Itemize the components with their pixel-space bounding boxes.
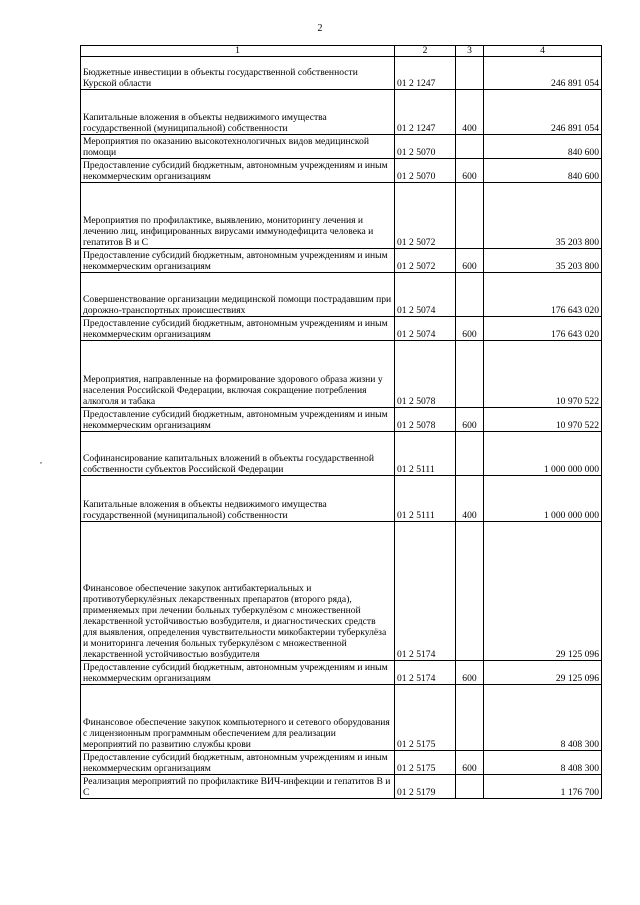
- expense-type-cell: [456, 522, 484, 661]
- table-row: [81, 522, 602, 661]
- table-row: [81, 249, 602, 273]
- amount-cell: 8 408 300: [484, 751, 602, 775]
- code-cell: 01 2 5111: [395, 432, 456, 476]
- name-cell: Мероприятия по оказанию высокотехнологичных видов медицинской помощи: [81, 135, 395, 159]
- name-cell: Предоставление субсидий бюджетным, автономным учреждениям и иным некоммерческим организациям: [81, 751, 395, 775]
- code-cell: 01 2 5072: [395, 183, 456, 249]
- code-cell: 01 2 5179: [395, 775, 456, 799]
- code-cell: 01 2 5078: [395, 408, 456, 432]
- amount-cell: 840 600: [484, 135, 602, 159]
- amount-cell: 29 125 096: [484, 522, 602, 661]
- table-body: [81, 57, 602, 799]
- header-cell-2: 2: [395, 46, 456, 57]
- amount-cell: 246 891 054: [484, 90, 602, 135]
- code-cell: 01 2 5078: [395, 341, 456, 408]
- expense-type-cell: 600: [456, 661, 484, 685]
- name-cell: Предоставление субсидий бюджетным, автономным учреждениям и иным некоммерческим организациям: [81, 159, 395, 183]
- table-row: [81, 432, 602, 476]
- budget-table: [80, 45, 602, 799]
- header-row: [81, 46, 602, 57]
- expense-type-cell: [456, 775, 484, 799]
- expense-type-cell: [456, 57, 484, 90]
- code-cell: 01 2 5111: [395, 476, 456, 522]
- amount-cell: 246 891 054: [484, 57, 602, 90]
- page-number: 2: [317, 23, 323, 34]
- code-cell: 01 2 5174: [395, 661, 456, 685]
- amount-cell: 10 970 522: [484, 408, 602, 432]
- expense-type-cell: 600: [456, 249, 484, 273]
- amount-cell: 1 000 000 000: [484, 432, 602, 476]
- code-cell: 01 2 5070: [395, 135, 456, 159]
- name-cell: Мероприятия, направленные на формирование здорового образа жизни у населения Российской Федерации, включая сокращение потребления алкоголя и табака: [81, 341, 395, 408]
- amount-cell: 35 203 800: [484, 183, 602, 249]
- name-cell: Предоставление субсидий бюджетным, автономным учреждениям и иным некоммерческим организациям: [81, 317, 395, 341]
- name-cell: Софинансирование капитальных вложений в объекты государственной собственности субъектов Российской Федерации: [81, 432, 395, 476]
- margin-mark: ,: [40, 456, 42, 465]
- table-row: [81, 159, 602, 183]
- expense-type-cell: [456, 135, 484, 159]
- code-cell: 01 2 1247: [395, 57, 456, 90]
- expense-type-cell: [456, 183, 484, 249]
- table-row: [81, 57, 602, 90]
- name-cell: Финансовое обеспечение закупок антибактериальных и противотуберкулёзных лекарственных препаратов (второго ряда), применяемых при лечении больных туберкулёзом с множественной лекарственной устойчивостью возбудителя, и диагностических средств для выявления, определения чувствительности микобактерии туберкулёза и мониторинга лечения больных туберкулёзом с множественной лекарственной устойчивостью возбудителя: [81, 522, 395, 661]
- code-cell: 01 2 5175: [395, 685, 456, 751]
- header-cell-3: 3: [456, 46, 484, 57]
- code-cell: 01 2 5070: [395, 159, 456, 183]
- table-row: [81, 476, 602, 522]
- header-cell-4: 4: [484, 46, 602, 57]
- expense-type-cell: 400: [456, 90, 484, 135]
- table-row: [81, 183, 602, 249]
- table-row: [81, 661, 602, 685]
- table-row: [81, 408, 602, 432]
- code-cell: 01 2 5175: [395, 751, 456, 775]
- name-cell: Бюджетные инвестиции в объекты государственной собственности Курской области: [81, 57, 395, 90]
- amount-cell: 29 125 096: [484, 661, 602, 685]
- expense-type-cell: [456, 685, 484, 751]
- expense-type-cell: [456, 341, 484, 408]
- name-cell: Предоставление субсидий бюджетным, автономным учреждениям и иным некоммерческим организациям: [81, 249, 395, 273]
- table-row: [81, 317, 602, 341]
- code-cell: 01 2 1247: [395, 90, 456, 135]
- amount-cell: 176 643 020: [484, 317, 602, 341]
- name-cell: Капитальные вложения в объекты недвижимого имущества государственной (муниципальной) собственности: [81, 476, 395, 522]
- code-cell: 01 2 5074: [395, 317, 456, 341]
- name-cell: Финансовое обеспечение закупок компьютерного и сетевого оборудования с лицензионным программным обеспечением для реализации мероприятий по развитию службы крови: [81, 685, 395, 751]
- name-cell: Мероприятия по профилактике, выявлению, мониторингу лечения и лечению лиц, инфицированных вирусами иммунодефицита человека и гепатитов В и С: [81, 183, 395, 249]
- table-row: [81, 341, 602, 408]
- code-cell: 01 2 5072: [395, 249, 456, 273]
- amount-cell: 10 970 522: [484, 341, 602, 408]
- amount-cell: 35 203 800: [484, 249, 602, 273]
- expense-type-cell: [456, 273, 484, 317]
- name-cell: Реализация мероприятий по профилактике ВИЧ-инфекции и гепатитов В и С: [81, 775, 395, 799]
- name-cell: Предоставление субсидий бюджетным, автономным учреждениям и иным некоммерческим организациям: [81, 408, 395, 432]
- name-cell: Предоставление субсидий бюджетным, автономным учреждениям и иным некоммерческим организациям: [81, 661, 395, 685]
- amount-cell: 1 000 000 000: [484, 476, 602, 522]
- expense-type-cell: [456, 432, 484, 476]
- expense-type-cell: 400: [456, 476, 484, 522]
- table-row: [81, 751, 602, 775]
- table-row: [81, 775, 602, 799]
- amount-cell: 176 643 020: [484, 273, 602, 317]
- amount-cell: 840 600: [484, 159, 602, 183]
- name-cell: Совершенствование организации медицинской помощи пострадавшим при дорожно-транспортных происшествиях: [81, 273, 395, 317]
- expense-type-cell: 600: [456, 408, 484, 432]
- header-cell-1: 1: [81, 46, 395, 57]
- table-row: [81, 90, 602, 135]
- table-row: [81, 135, 602, 159]
- table-row: [81, 273, 602, 317]
- code-cell: 01 2 5174: [395, 522, 456, 661]
- expense-type-cell: 600: [456, 159, 484, 183]
- expense-type-cell: 600: [456, 751, 484, 775]
- code-cell: 01 2 5074: [395, 273, 456, 317]
- table-row: [81, 685, 602, 751]
- name-cell: Капитальные вложения в объекты недвижимого имущества государственной (муниципальной) собственности: [81, 90, 395, 135]
- amount-cell: 1 176 700: [484, 775, 602, 799]
- expense-type-cell: 600: [456, 317, 484, 341]
- amount-cell: 8 408 300: [484, 685, 602, 751]
